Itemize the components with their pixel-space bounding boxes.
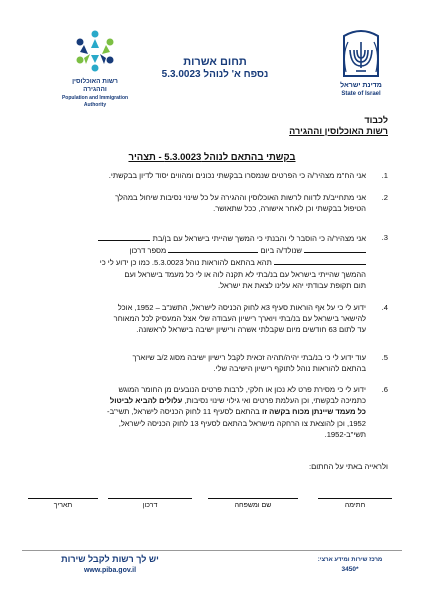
item-text: בהתאם לסעיף 11 לחוק הכניסה לישראל, תשי"ב- — [107, 407, 260, 417]
footer-divider — [22, 550, 402, 551]
footer-slogan: יש לך רשות לקבל שירות — [61, 554, 159, 564]
declaration-item-4 — [36, 302, 388, 336]
item-text: אני הח"מ מצהיר/ה כי הפרטים שנמסרו בבקשתי נכונים ומהווים יסוד לדיון בבקשתי. — [108, 171, 366, 180]
recipient-label: לכבוד — [364, 115, 388, 125]
item-text: כתמיכה לבקשתי, וכן העלמת פרטים ואי גילוי שינוי נסיבות, — [184, 396, 366, 406]
item-text: ידוע לי כי מסירת פרט לא נכון או חלקי, לרבות פרטים הנובעים מן החומר המוגש — [118, 385, 366, 394]
footer-service-center: מרכז שירות ומידע ארצי: — [317, 557, 383, 563]
item-number: 6. — [381, 385, 388, 394]
declaration-item-2 — [36, 192, 388, 214]
item-text: בהתאם להוראות נוהל לתוקף רישיון הישיבה שלי. — [213, 364, 366, 374]
signature-field[interactable] — [318, 498, 392, 499]
recipient-name: רשות האוכלוסין וההגירה — [289, 126, 388, 136]
item-text: להישאר בישראל עם בנ/בתי ויוארך רישיון העבודה שלי אצל המעסיק לכל המאוחר — [113, 314, 366, 324]
authority-name-en-2: Authority — [83, 102, 107, 108]
passport-number-field[interactable] — [168, 244, 258, 253]
signature-intro: ולראייה באתי על החתום: — [308, 462, 388, 471]
date-field[interactable] — [28, 498, 98, 499]
state-name-he: מדינת ישראל — [340, 82, 382, 89]
item-text: 1952, וכן להוצאת צו הרחקה מישראל בהתאם לסעיף 13 לחוק הכניסה לישראל, — [118, 418, 366, 428]
child-birthdate-field[interactable] — [304, 244, 366, 253]
item-text-bold: כל מעמד שיינתן מכוח בקשה זו — [261, 407, 366, 417]
item-number: 3. — [381, 233, 388, 242]
declaration-item-6 — [36, 384, 388, 440]
item-text: אני מתחייב/ת לדווח לרשות האוכלוסין וההגירה על כל שינוי נסיבות שיחול במהלך — [115, 193, 366, 202]
item-text: עד לתום 63 חודשים מיום שקבלתי אשרה ורישיון ישיבה בישראל לראשונה. — [136, 325, 366, 335]
child-name-field[interactable] — [98, 232, 150, 241]
item-number: 5. — [381, 353, 388, 362]
item-text-bold: עלולים להביא לביטול — [109, 396, 183, 406]
declaration-item-5 — [36, 352, 388, 374]
passport-label: דרכון — [142, 502, 158, 509]
signature-label: חתימה — [344, 502, 366, 509]
state-name-en: State of Israel — [341, 91, 381, 97]
authority-name-he-2: וההגירה — [83, 86, 107, 93]
page-subtitle: נספח א' לנוהל 5.3.0023 — [161, 69, 269, 80]
footer-url[interactable]: www.piba.gov.il — [83, 567, 137, 574]
item-text: אני מצהיר/ה כי הוסבר לי והבנתי כי המשך שהייתי בישראל עם בן/בת — [152, 234, 366, 243]
item-text: מספר דרכון — [129, 246, 167, 256]
declaration-item-3 — [36, 232, 388, 291]
declaration-item-1 — [36, 170, 388, 181]
item-text: ידוע לי כי על אף הוראות סעיף 3א לחוק הכניסה לישראל, התשנ"ב – 1952, אוכל — [117, 303, 366, 312]
item-text: תום תקופת עבודתי יהא עלינו לצאת את ישראל. — [218, 280, 366, 290]
item-text: תהא בהתאם להוראות נוהל 5.3.0023. כמו כן ידוע לי כי — [99, 258, 272, 268]
item-number: 4. — [381, 303, 388, 312]
date-label: תאריך — [53, 502, 73, 509]
item-text: תשי"ב-1952. — [324, 429, 366, 439]
authority-name-en: Population and Immigration — [61, 95, 129, 101]
footer-phone: *3450 — [341, 566, 359, 573]
item-text: עוד ידוע לי כי בנ/בתי יהיה/תהיה זכאית לקבל רישיון ישיבה מסוג 2/ב שיוארך — [132, 353, 366, 362]
full-name-field[interactable] — [208, 498, 298, 499]
item-number: 1. — [381, 171, 388, 180]
item-text: ההמשך שהייתי בישראל עם בנ/בתי לא תקנה לוה או לי כל מעמד בישראל ועם — [124, 269, 366, 279]
authority-name-he: רשות האוכלוסין — [72, 78, 118, 85]
item-text: שנולד/ה ביום — [260, 246, 302, 256]
document-title: בקשתי בהתאם לנוהל 5.3.0023 - תצהיר — [128, 152, 296, 163]
item-number: 2. — [381, 193, 388, 202]
full-name-label: שם ומשפחה — [234, 502, 272, 509]
extra-details-field[interactable] — [274, 256, 366, 265]
page-title: תחום אשרות — [183, 56, 247, 68]
item-text: הטיפול בבקשתי וכן לאחר אישורה, ככל שתאושר. — [213, 204, 366, 214]
passport-field[interactable] — [108, 498, 192, 499]
authority-logo-icon — [72, 28, 118, 74]
